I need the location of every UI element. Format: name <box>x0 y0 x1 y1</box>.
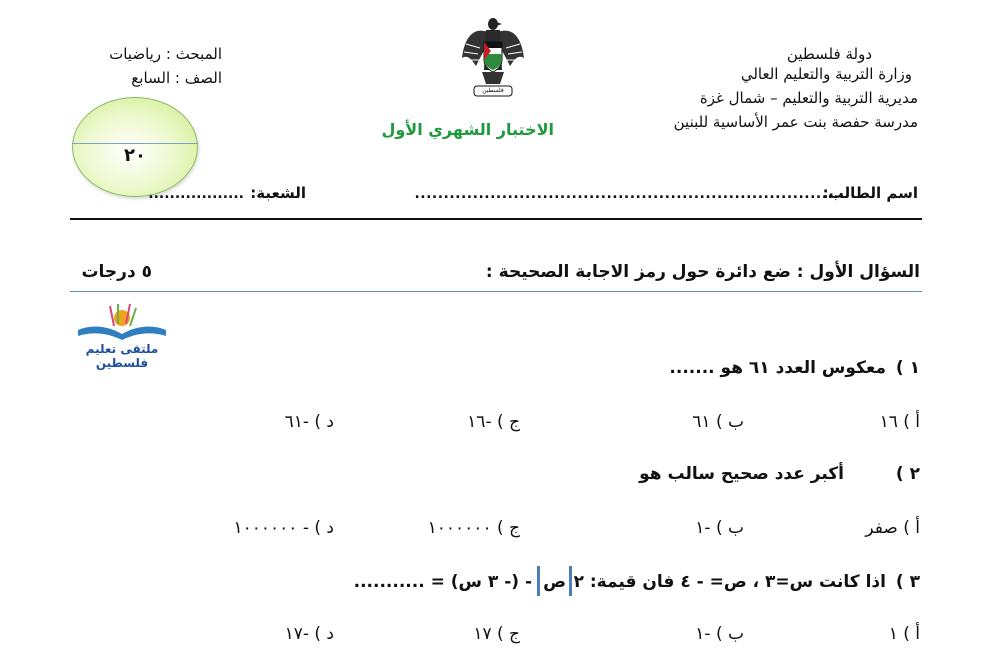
site-logo <box>64 300 180 370</box>
emblem-caption: فلسطين <box>482 87 504 94</box>
score-divider <box>72 143 198 144</box>
question-2-number: ٢ ) <box>895 464 920 484</box>
section-label: الشعبة: <box>250 184 306 202</box>
student-name-label: اسم الطالب: <box>822 184 918 202</box>
header-divider <box>70 218 922 220</box>
absolute-value-bar-left <box>537 566 540 596</box>
question-2-option-c[interactable]: ج ) ١٠٠٠٠٠٠ <box>427 518 520 538</box>
book-logo-icon <box>64 300 180 344</box>
header-grade: الصف : السابع <box>131 69 222 87</box>
question-1-option-c[interactable]: ج ) -١٦ <box>467 412 520 432</box>
palestine-emblem-icon <box>458 14 528 104</box>
question-3-option-c[interactable]: ج ) ١٧ <box>473 624 520 644</box>
question-1-option-d[interactable]: د ) -٦١ <box>284 412 334 432</box>
logo-text: ملتقى تعليم فلسطين <box>85 342 159 370</box>
question-2-text: أكبر عدد صحيح سالب هو <box>639 464 844 484</box>
exam-title: الاختبار الشهري الأول <box>381 120 554 139</box>
question-2-option-a[interactable]: أ ) صفر <box>865 518 920 538</box>
question-3-option-b[interactable]: ب ) -١ <box>695 624 744 644</box>
question-1-option-b[interactable]: ب ) ٦١ <box>692 412 744 432</box>
student-name-field[interactable]: .......................................................................... <box>414 186 845 202</box>
question-1-text: معكوس العدد ٦١ هو ....... <box>669 358 886 378</box>
question-2-option-b[interactable]: ب ) -١ <box>695 518 744 538</box>
section-divider <box>70 291 922 292</box>
question-3-text-part1: اذا كانت س=٣ ، ص= - ٤ فان قيمة: ٢ <box>573 572 886 592</box>
question-1-number: ١ ) <box>895 358 920 378</box>
question-1-option-a[interactable]: أ ) ١٦ <box>879 412 920 432</box>
score-value: ٢٠ <box>124 145 146 166</box>
question-3-option-a[interactable]: أ ) ١ <box>888 624 920 644</box>
section-field[interactable]: .................. <box>148 186 244 202</box>
absolute-value-bar-right <box>569 566 572 596</box>
question-section-title: السؤال الأول : ضع دائرة حول رمز الاجابة الصحيحة : <box>485 262 920 282</box>
question-3-text-part3: - (- ٣ س) = ........... <box>353 572 532 592</box>
question-3-number: ٣ ) <box>895 572 920 592</box>
question-3-text-part2: ص <box>543 572 566 592</box>
question-3-option-d[interactable]: د ) -١٧ <box>284 624 334 644</box>
header-ministry: وزارة التربية والتعليم العالي <box>740 65 912 83</box>
question-2-option-d[interactable]: د ) - ١٠٠٠٠٠٠ <box>233 518 334 538</box>
header-directorate: مديرية التربية والتعليم – شمال غزة <box>699 89 918 107</box>
question-section-marks: ٥ درجات <box>81 262 152 282</box>
header-school: مدرسة حفصة بنت عمر الأساسية للبنين <box>673 113 918 131</box>
header-country: دولة فلسطين <box>786 45 872 63</box>
header-subject: المبحث : رياضيات <box>109 45 222 63</box>
